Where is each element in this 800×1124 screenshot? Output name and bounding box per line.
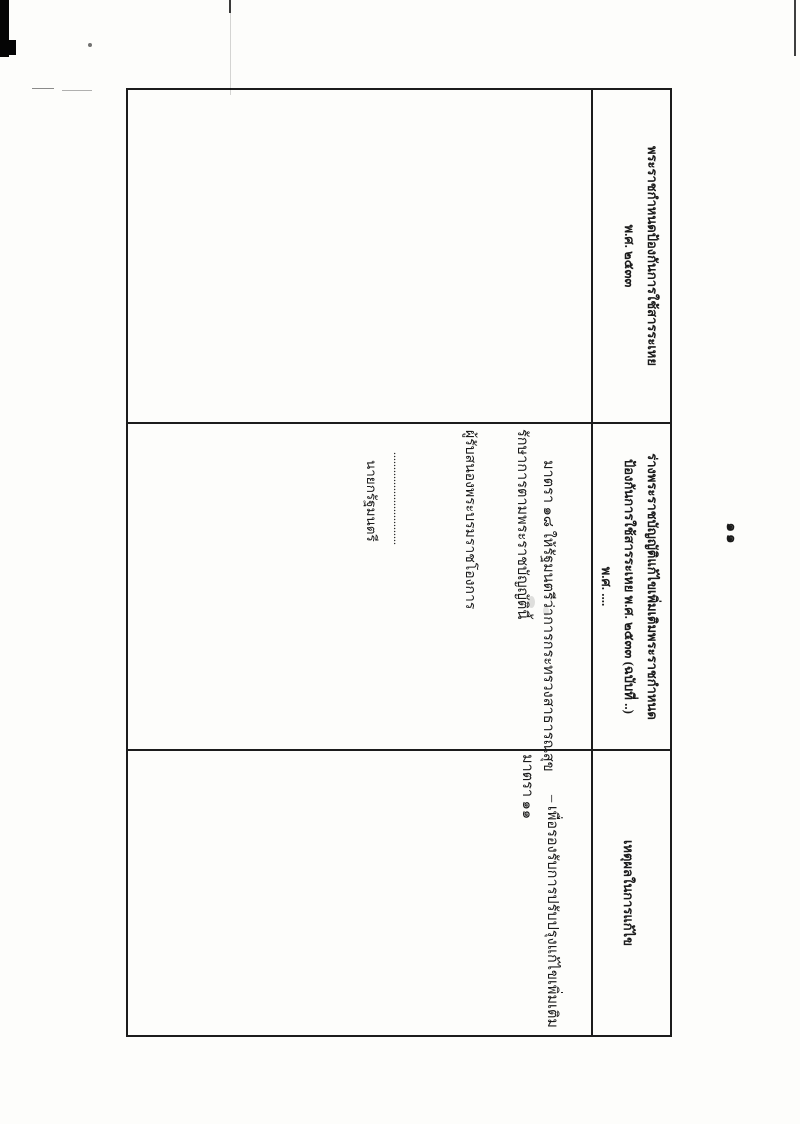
reason-line2: มาตรา ๑๑ xyxy=(519,754,535,820)
signature-dotted-line: ............................... xyxy=(391,452,405,545)
header-col2-line1: ร่างพระราชบัญญัติแก้ไขเพิ่มเติมพระราชกำหนด xyxy=(645,453,660,720)
header-cell-draft-act xyxy=(593,422,670,749)
header-col3-line1: เหตุผลในการแก้ไข xyxy=(621,839,636,947)
comparison-table xyxy=(126,88,672,1037)
countersign-label: ผู้รับสนองพระบรมราชโองการ xyxy=(462,430,477,610)
header-col1-line2: พ.ศ. ๒๕๓๓ xyxy=(622,224,637,288)
reason-line1: – เพื่อรองรับการปรับปรุงแก้ไขเพิ่มเติม xyxy=(544,795,560,1028)
minister-charge-clause xyxy=(509,424,561,772)
header-cell-amendment-reason xyxy=(593,749,670,1035)
header-col2-line3: พ.ศ. .... xyxy=(599,566,614,607)
header-col1-line1: พระราชกำหนดป้องกันการใช้สารระเหย xyxy=(645,145,660,366)
body-cell-royal-ordinance xyxy=(128,90,593,422)
page-number: ๑๑ xyxy=(723,522,739,546)
amendment-reason-text xyxy=(514,751,564,1033)
clause-line2: รักษาการตามพระราชบัญญัตินี้ xyxy=(514,429,530,620)
clause-line1: มาตรา ๑๘ ให้รัฐมนตรีว่าการกระทรวงสาธารณสุข xyxy=(540,460,556,772)
header-col2-line2: ป้องกันการใช้สารระเหย พ.ศ. ๒๕๓๓ (ฉบับที่ ..) xyxy=(622,459,637,714)
body-cell-draft-act xyxy=(128,422,593,772)
body-cell-amendment-reason xyxy=(128,749,593,1035)
signatory-title: นายกรัฐมนตรี xyxy=(364,460,379,542)
header-cell-royal-ordinance xyxy=(593,90,670,422)
